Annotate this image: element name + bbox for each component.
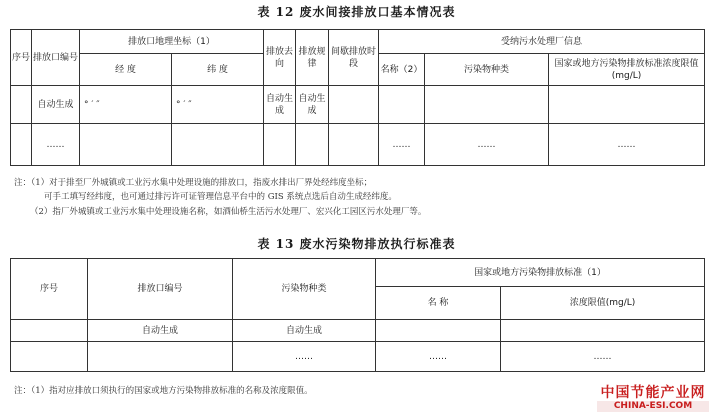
t12-h-outlet-id: 排放口编号 (32, 30, 80, 86)
t12-h-standard: 国家或地方污染物排放标准浓度限值(mg/L) (549, 54, 705, 86)
t12-r2-pollutant: …… (425, 124, 549, 166)
t12-r1-lon: ° ′ ″ (80, 86, 172, 124)
t12-r1-id: 自动生成 (32, 86, 80, 124)
t12-h-plant: 受纳污水处理厂信息 (379, 30, 705, 54)
t13-r2-name: …… (376, 342, 501, 372)
t12-note-1: 注：（1）对于排至厂外城镇或工业污水集中处理设施的排放口，指废水排出厂界处经纬度坐标； (14, 178, 373, 188)
t13-h-name: 名 称 (376, 287, 501, 320)
t13-h-seq: 序号 (11, 259, 88, 320)
t12-r2-seq (11, 124, 32, 166)
table13-caption: 表 13 废水污染物排放执行标准表 (257, 237, 456, 251)
t12-note-3: （2）指厂外城镇或工业污水集中处理设施名称，如酒仙桥生活污水处理厂、宏兴化工园区污水处理厂等。 (30, 207, 427, 217)
t12-r2-lon (80, 124, 172, 166)
t12-r1-rule: 自动生成 (296, 86, 329, 124)
t13-r2-limit: …… (501, 342, 705, 372)
t12-r1-name (379, 86, 425, 124)
t13-r1-seq (11, 320, 88, 342)
t12-r2-lat (172, 124, 264, 166)
t12-r1-dir: 自动生成 (264, 86, 296, 124)
t12-r1-pollutant (425, 86, 549, 124)
t13-r2-id (88, 342, 233, 372)
t13-r1-pollutant: 自动生成 (233, 320, 376, 342)
t13-r1-name (376, 320, 501, 342)
t12-note-2: 可手工填写经纬度，也可通过排污许可证管理信息平台中的 GIS 系统点选后自动生成经纬度。 (44, 192, 397, 202)
t12-r1-seq (11, 86, 32, 124)
t13-h-pollutant: 污染物种类 (233, 259, 376, 320)
table12-caption: 表 12 废水间接排放口基本情况表 (257, 5, 456, 19)
t12-h-dir: 排放去向 (264, 30, 296, 86)
t12-r1-standard (549, 86, 705, 124)
t12-h-lat: 纬 度 (172, 54, 264, 86)
t12-h-interval: 间歇排放时段 (329, 30, 379, 86)
t12-r1-lat: ° ′ ″ (172, 86, 264, 124)
t12-r1-interval (329, 86, 379, 124)
t12-h-coord: 排放口地理坐标（1） (80, 30, 264, 54)
table12 (10, 29, 705, 166)
t13-r1-id: 自动生成 (88, 320, 233, 342)
watermark-en: CHINA-ESI.COM (597, 401, 709, 412)
t13-note-1: 注：（1）指对应排放口须执行的国家或地方污染物排放标准的名称及浓度限值。 (14, 386, 313, 396)
t12-h-pollutant: 污染物种类 (425, 54, 549, 86)
t13-h-limit: 浓度限值(mg/L) (501, 287, 705, 320)
t12-r2-standard: …… (549, 124, 705, 166)
t13-h-outlet-id: 排放口编号 (88, 259, 233, 320)
t12-h-name: 名称（2） (379, 54, 425, 86)
t13-r2-seq (11, 342, 88, 372)
watermark-logo (597, 385, 709, 412)
t13-h-standard: 国家或地方污染物排放标准（1） (376, 259, 705, 287)
watermark-cn: 中国节能产业网 (600, 385, 706, 401)
t12-r2-id: …… (32, 124, 80, 166)
t12-h-lon: 经 度 (80, 54, 172, 86)
t12-h-rule: 排放规律 (296, 30, 329, 86)
t12-r2-interval (329, 124, 379, 166)
t12-h-seq: 序号 (11, 30, 32, 86)
t13-r1-limit (501, 320, 705, 342)
table13 (10, 258, 705, 372)
t12-r2-rule (296, 124, 329, 166)
t12-r2-name: …… (379, 124, 425, 166)
t12-r2-dir (264, 124, 296, 166)
t13-r2-pollutant: …… (233, 342, 376, 372)
